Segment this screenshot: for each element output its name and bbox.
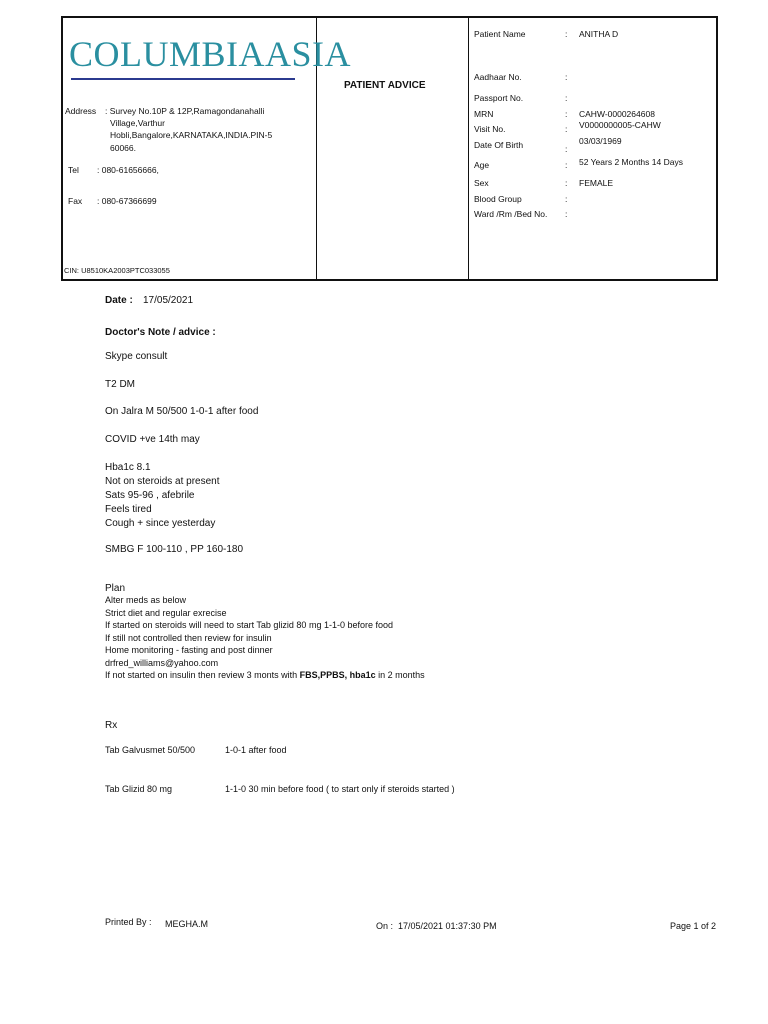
sex-value: FEMALE (579, 178, 614, 188)
age-colon: : (565, 160, 568, 170)
printed-by-label: Printed By : (105, 917, 152, 927)
ward-colon: : (565, 209, 568, 219)
note-line-tired: Feels tired (105, 504, 152, 515)
mrn-label: MRN (474, 109, 494, 119)
note-line-hba1c: Hba1c 8.1 (105, 462, 151, 473)
note-line-steroids: Not on steroids at present (105, 476, 220, 487)
address-line-3: Hobli,Bangalore,KARNATAKA,INDIA.PIN-5 (110, 130, 273, 140)
review-suffix: in 2 months (375, 670, 425, 680)
note-line-smbg: SMBG F 100-110 , PP 160-180 (105, 544, 244, 555)
rx-dose-glizid: 1-1-0 30 min before food ( to start only if steroids started ) (225, 784, 455, 794)
passport-label: Passport No. (474, 93, 524, 103)
date-label: Date : (105, 295, 133, 306)
plan-line-monitoring: Home monitoring - fasting and post dinner (105, 645, 273, 655)
visit-colon: : (565, 124, 568, 134)
visit-label: Visit No. (474, 124, 506, 134)
age-label: Age (474, 160, 490, 170)
address-line-4: 60066. (110, 143, 136, 153)
ward-label: Ward /Rm /Bed No. (474, 209, 548, 219)
logo-underline (71, 78, 295, 80)
dob-value: 03/03/1969 (579, 136, 622, 146)
visit-value: V0000000005-CAHW (579, 120, 661, 130)
review-tests: FBS,PPBS, hba1c (299, 670, 376, 680)
rx-drug-galvusmet: Tab Galvusmet 50/500 (105, 745, 196, 755)
note-line-cough: Cough + since yesterday (105, 518, 216, 529)
address-line-2: Village,Varthur (110, 118, 165, 128)
blood-group-colon: : (565, 194, 568, 204)
aadhaar-label: Aadhaar No. (474, 72, 522, 82)
patient-info (468, 18, 718, 281)
plan-line-steroids: If started on steroids will need to start Tab glizid 80 mg 1-1-0 before food (105, 620, 393, 630)
review-prefix: If not started on insulin then review 3 monts with (105, 670, 300, 680)
fax-label: Fax (68, 196, 83, 206)
fax-value: : 080-67366699 (97, 196, 157, 206)
aadhaar-colon: : (565, 72, 568, 82)
note-line-diagnosis: T2 DM (105, 379, 135, 390)
patient-name-colon: : (565, 29, 568, 39)
plan-line-alter-meds: Alter meds as below (105, 595, 187, 605)
tel-label: Tel (68, 165, 79, 175)
rx-dose-galvusmet: 1-0-1 after food (225, 745, 287, 755)
document-title: PATIENT ADVICE (344, 80, 426, 91)
patient-name-value: ANITHA D (579, 29, 619, 39)
cin-number: CIN: U8510KA2003PTC033055 (64, 266, 170, 275)
note-line-skype: Skype consult (105, 351, 168, 362)
address-label: Address (65, 106, 97, 116)
address-line-1: : Survey No.10P & 12P,Ramagondanahalli (105, 106, 265, 116)
advice-heading: Doctor's Note / advice : (105, 327, 216, 338)
plan-line-insulin: If still not controlled then review for insulin (105, 633, 272, 643)
rx-drug-glizid: Tab Glizid 80 mg (105, 784, 173, 794)
patient-name-label: Patient Name (474, 29, 526, 39)
dob-label: Date Of Birth (474, 140, 524, 150)
printed-by-value: MEGHA.M (165, 919, 209, 929)
header-box (61, 16, 718, 281)
note-line-covid: COVID +ve 14th may (105, 434, 200, 445)
plan-line-diet: Strict diet and regular exrecise (105, 608, 227, 618)
sex-label: Sex (474, 178, 489, 188)
rx-heading: Rx (105, 720, 118, 731)
date-value: 17/05/2021 (143, 295, 194, 306)
hospital-logo (69, 34, 352, 80)
page-number: Page 1 of 2 (670, 921, 717, 931)
tel-value: : 080-61656666, (97, 165, 159, 175)
printed-on-label: On : (376, 921, 394, 931)
age-value: 52 Years 2 Months 14 Days (579, 157, 683, 167)
plan-line-email: drfred_williams@yahoo.com (105, 658, 219, 668)
plan-line-review (105, 670, 425, 680)
dob-colon: : (565, 144, 568, 154)
passport-colon: : (565, 93, 568, 103)
plan-heading: Plan (105, 583, 126, 594)
logo-text: COLUMBIAASIA (69, 34, 352, 74)
printed-on-value: 17/05/2021 01:37:30 PM (398, 921, 497, 931)
note-line-sats: Sats 95-96 , afebrile (105, 490, 195, 501)
mrn-colon: : (565, 109, 568, 119)
sex-colon: : (565, 178, 568, 188)
mrn-value: CAHW-0000264608 (579, 109, 655, 119)
blood-group-label: Blood Group (474, 194, 522, 204)
note-line-current-meds: On Jalra M 50/500 1-0-1 after food (105, 406, 259, 417)
